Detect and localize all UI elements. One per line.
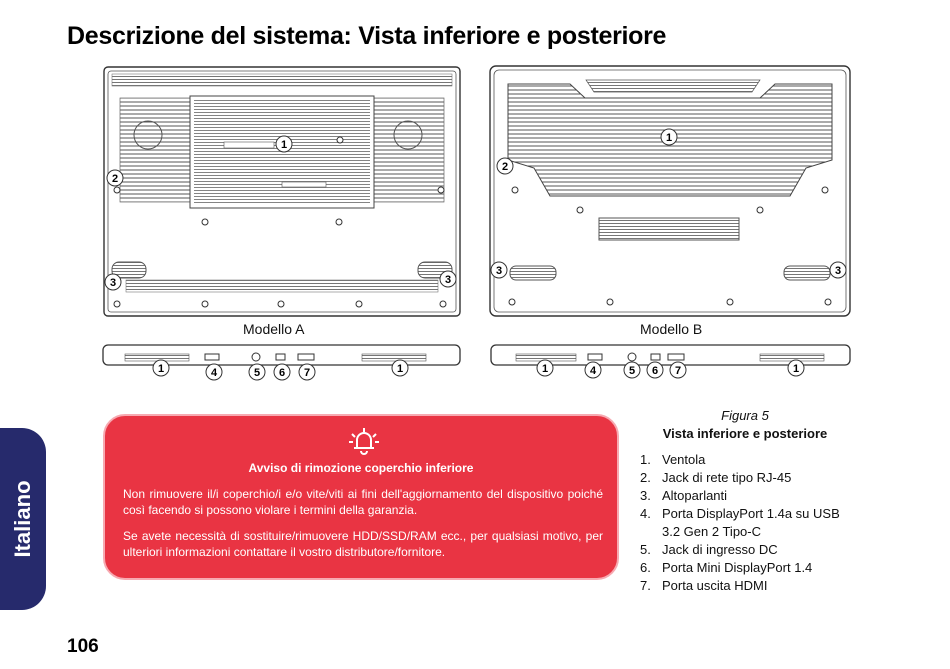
callout-a-1 xyxy=(276,136,292,152)
callout-b-1 xyxy=(661,129,677,145)
model-a-label: Modello A xyxy=(243,321,305,337)
svg-text:7: 7 xyxy=(674,365,682,377)
warning-paragraph-2: Se avete necessità di sostituire/rimuovere HDD/SSD/RAM ecc., per qualsiasi motivo, per ulteriori informazioni contattare il vostro distributore/fornitore. xyxy=(123,529,603,559)
svg-text:1: 1 xyxy=(280,139,288,151)
callout-b-3-right xyxy=(830,262,846,278)
callout-rear-b-4 xyxy=(585,362,601,378)
callout-a-3-left xyxy=(105,274,121,290)
components-legend xyxy=(640,451,860,595)
model-a-bottom-view xyxy=(104,67,460,316)
callout-rear-a-1-right xyxy=(392,360,408,376)
svg-text:4: 4 xyxy=(210,367,218,379)
svg-text:3: 3 xyxy=(834,265,842,277)
callout-b-3-left xyxy=(491,262,507,278)
callout-rear-a-7 xyxy=(299,364,315,380)
legend-item: 7. Porta uscita HDMI xyxy=(640,578,768,593)
language-side-tab xyxy=(0,428,46,610)
legend-item: 6. Porta Mini DisplayPort 1.4 xyxy=(640,560,813,575)
figure-number: Figura 5 xyxy=(721,408,769,423)
svg-text:6: 6 xyxy=(278,367,286,379)
svg-text:1: 1 xyxy=(541,363,549,375)
svg-text:2: 2 xyxy=(501,161,509,173)
legend-item: 3. Altoparlanti xyxy=(640,488,728,503)
callout-rear-b-1-left xyxy=(537,360,553,376)
page-number: 106 xyxy=(67,636,99,657)
figure-caption xyxy=(640,408,850,441)
svg-text:3: 3 xyxy=(495,265,503,277)
callout-a-2 xyxy=(107,170,123,186)
callout-rear-b-1-right xyxy=(788,360,804,376)
svg-text:7: 7 xyxy=(303,367,311,379)
svg-text:5: 5 xyxy=(253,367,261,379)
legend-item: 1. Ventola xyxy=(640,452,706,467)
legend-item: 5. Jack di ingresso DC xyxy=(640,542,778,557)
model-b-bottom-view xyxy=(490,66,850,316)
svg-text:1: 1 xyxy=(665,132,673,144)
svg-text:6: 6 xyxy=(651,365,659,377)
svg-text:3: 3 xyxy=(109,277,117,289)
svg-text:2: 2 xyxy=(111,173,119,185)
callout-rear-b-7 xyxy=(670,362,686,378)
callout-rear-b-6 xyxy=(647,362,663,378)
page-title: Descrizione del sistema: Vista inferiore e posteriore xyxy=(67,22,667,50)
callout-rear-b-5 xyxy=(624,362,640,378)
warning-title: Avviso di rimozione coperchio inferiore xyxy=(248,461,474,475)
svg-text:4: 4 xyxy=(589,365,597,377)
callout-rear-a-5 xyxy=(249,364,265,380)
side-tab-label: Italiano xyxy=(10,480,35,558)
callout-rear-a-4 xyxy=(206,364,222,380)
callout-b-2 xyxy=(497,158,513,174)
figure-title: Vista inferiore e posteriore xyxy=(662,426,828,441)
svg-text:1: 1 xyxy=(792,363,800,375)
svg-text:1: 1 xyxy=(157,363,165,375)
callout-a-3-right xyxy=(440,271,456,287)
bell-alert-icon xyxy=(347,426,381,456)
svg-text:3: 3 xyxy=(444,274,452,286)
model-b-label: Modello B xyxy=(640,321,703,337)
warning-paragraph-1: Non rimuovere il/i coperchio/i e/o vite/viti ai fini dell'aggiornamento del dispositivo poiché così facendo si possono violare i termini della garanzia. xyxy=(123,487,603,517)
callout-rear-a-6 xyxy=(274,364,290,380)
warning-box xyxy=(103,414,619,580)
legend-item: 4. Porta DisplayPort 1.4a su USB 3.2 Gen 2 Tipo-C xyxy=(640,506,840,539)
svg-text:1: 1 xyxy=(396,363,404,375)
svg-text:5: 5 xyxy=(628,365,636,377)
callout-rear-a-1-left xyxy=(153,360,169,376)
legend-item: 2. Jack di rete tipo RJ-45 xyxy=(640,470,792,485)
